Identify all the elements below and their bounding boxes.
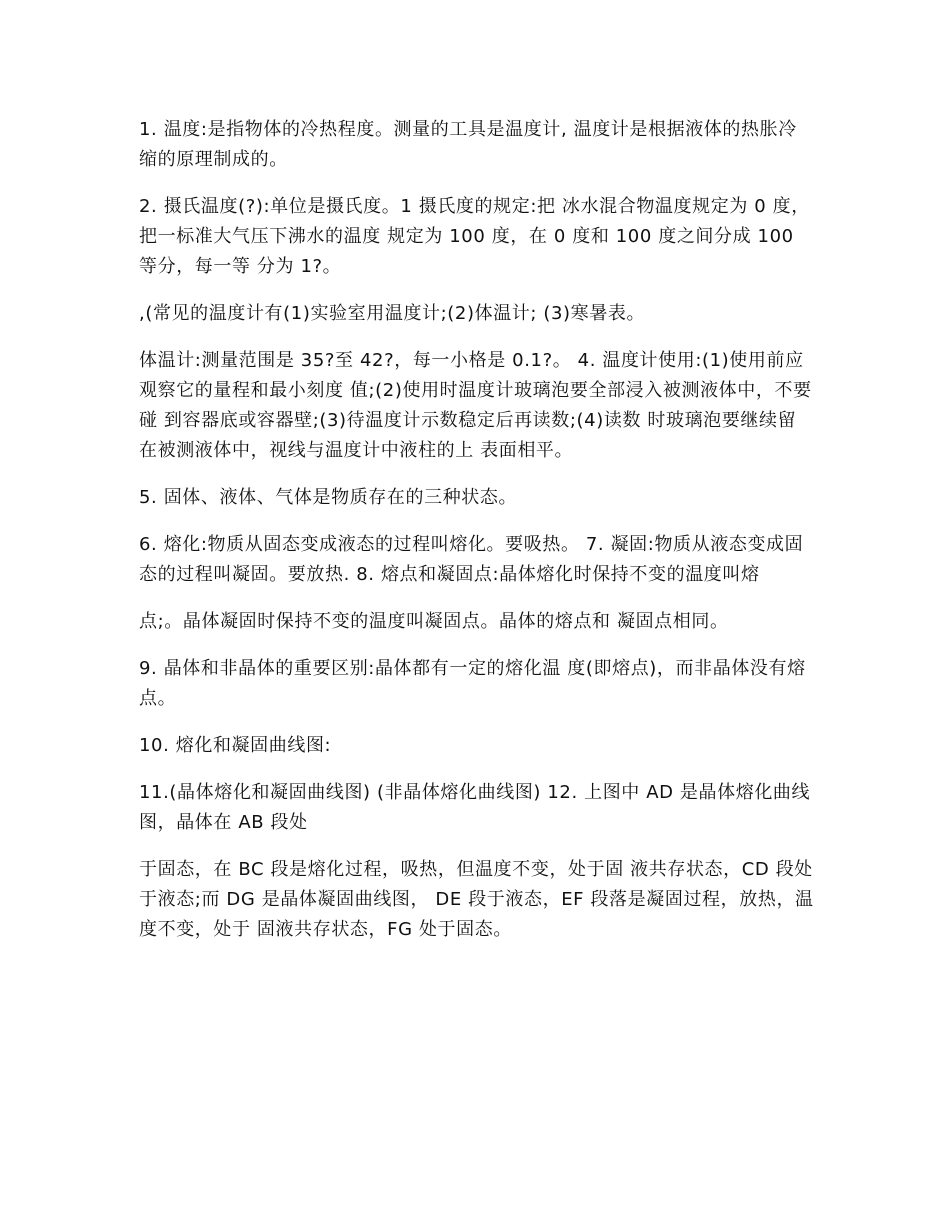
paragraph-9: 10. 熔化和凝固曲线图: <box>139 735 332 756</box>
paragraph-3: ,(常见的温度计有(1)实验室用温度计;(2)体温计; (3)寒暑表。 <box>139 303 646 324</box>
document-body <box>139 115 814 962</box>
paragraph-8: 9. 晶体和非晶体的重要区别:晶体都有一定的熔化温 度(即熔点)，而非晶体没有熔点。 <box>139 658 806 709</box>
paragraph-7: 点;。晶体凝固时保持不变的温度叫凝固点。晶体的熔点和 凝固点相同。 <box>139 611 729 632</box>
paragraph-1: 1. 温度:是指物体的冷热程度。测量的工具是温度计, 温度计是根据液体的热胀冷缩的原理制成的。 <box>139 119 797 170</box>
paragraph-11: 于固态，在 BC 段是熔化过程，吸热，但温度不变，处于固 液共存状态，CD 段处于液态;而 DG 是晶体凝固曲线图， DE 段于液态，EF 段落是凝固过程，放热，温度不变，处于 固液共存状态，FG 处于固态。 <box>139 859 814 940</box>
paragraph-6: 6. 熔化:物质从固态变成液态的过程叫熔化。要吸热。 7. 凝固:物质从液态变成固态的过程叫凝固。要放热. 8. 熔点和凝固点:晶体熔化时保持不变的温度叫熔 <box>139 534 804 585</box>
paragraph-2: 2. 摄氏温度(?):单位是摄氏度。1 摄氏度的规定:把 冰水混合物温度规定为 0 度，把一标准大气压下沸水的温度 规定为 100 度，在 0 度和 100 度之间分成 100 等分，每一等 分为 1?。 <box>139 196 810 277</box>
paragraph-10: 11.(晶体熔化和凝固曲线图) (非晶体熔化曲线图) 12. 上图中 AD 是晶体熔化曲线图，晶体在 AB 段处 <box>139 782 811 833</box>
paragraph-5: 5. 固体、液体、气体是物质存在的三种状态。 <box>139 487 518 508</box>
paragraph-4: 体温计:测量范围是 35?至 42?，每一小格是 0.1?。 4. 温度计使用:(1)使用前应观察它的量程和最小刻度 值;(2)使用时温度计玻璃泡要全部浸入被测液体中，不要碰 到容器底或容器壁;(3)待温度计示数稳定后再读数;(4)读数 时玻璃泡要继续留在被测液体中，视线与温度计中液柱的上 表面相平。 <box>139 350 812 461</box>
